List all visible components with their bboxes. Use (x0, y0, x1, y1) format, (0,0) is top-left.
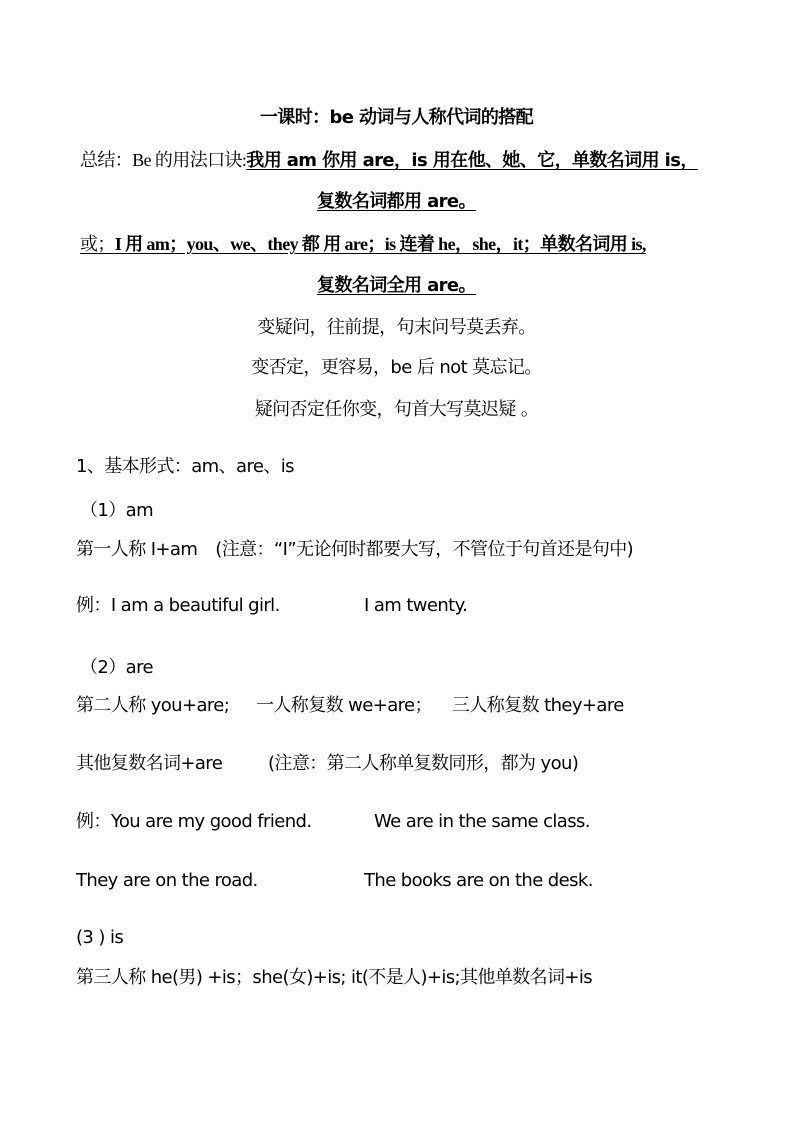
am-example-label (76, 594, 280, 618)
am-label: （1）am (80, 500, 154, 521)
are-rule-c: 三人称复数 they+are (452, 695, 624, 716)
are-example-row-1 (76, 810, 311, 834)
are-rule-a: 第二人称 you+are; (76, 695, 230, 716)
are-example-2: We are in the same class. (374, 811, 590, 832)
rhyme-3: 疑问否定任你变，句首大写莫迟疑 。 (254, 399, 539, 420)
summary-line-2 (0, 190, 793, 214)
am-rule: 第一人称 I+am (76, 539, 198, 560)
are-rule-b: 一人称复数 we+are； (256, 695, 432, 716)
alt-prefix: 或； (80, 234, 115, 255)
is-label: (3 ) is (76, 927, 124, 948)
are-note: (注意：第二人称单复数同形，都为 you) (268, 753, 579, 774)
summary-line-3 (80, 232, 646, 257)
are-label: （2）are (80, 657, 153, 678)
are-example-1: You are my good friend. (110, 811, 312, 832)
page-title: 一课时：be 动词与人称代词的搭配 (259, 107, 534, 128)
rhyme-2: 变否定，更容易，be 后 not 莫忘记。 (251, 357, 542, 378)
summary-line-4 (0, 274, 793, 298)
is-rule: 第三人称 he(男) +is；she(女)+is; it(不是人)+is;其他单数名词+is (76, 967, 593, 988)
am-ex-label: 例： (76, 595, 111, 616)
are-rule-d: 其他复数名词+are (76, 753, 223, 774)
am-rule-line (76, 538, 633, 562)
section-heading: 1、基本形式：am、are、is (76, 456, 294, 477)
are-example-3: They are on the road. (76, 870, 258, 891)
summary-line-1 (80, 148, 698, 173)
are-ex-label: 例： (76, 811, 111, 832)
rhyme-1: 变疑问，往前提，句末问号莫丢弃。 (257, 317, 536, 338)
are-example-4: The books are on the desk. (364, 870, 593, 891)
am-example-1: I am a beautiful girl. (110, 595, 280, 616)
rule2-line1: I 用 am；you、we、they 都 用 are；is 连着 he，she，it；单数名词用 is, (114, 234, 646, 254)
summary-prefix: 总结：Be 的用法口诀: (80, 150, 247, 170)
rule1-line1: 我用 am 你用 are，is 用在他、她、它，单数名词用 is， (246, 150, 698, 171)
rule1-line2: 复数名词都用 are。 (317, 191, 476, 212)
rule2-line2: 复数名词全用 are。 (317, 275, 476, 296)
am-note: (注意：“I”无论何时都要大写，不管位于句首还是句中) (215, 539, 634, 560)
am-example-2: I am twenty. (364, 595, 468, 616)
